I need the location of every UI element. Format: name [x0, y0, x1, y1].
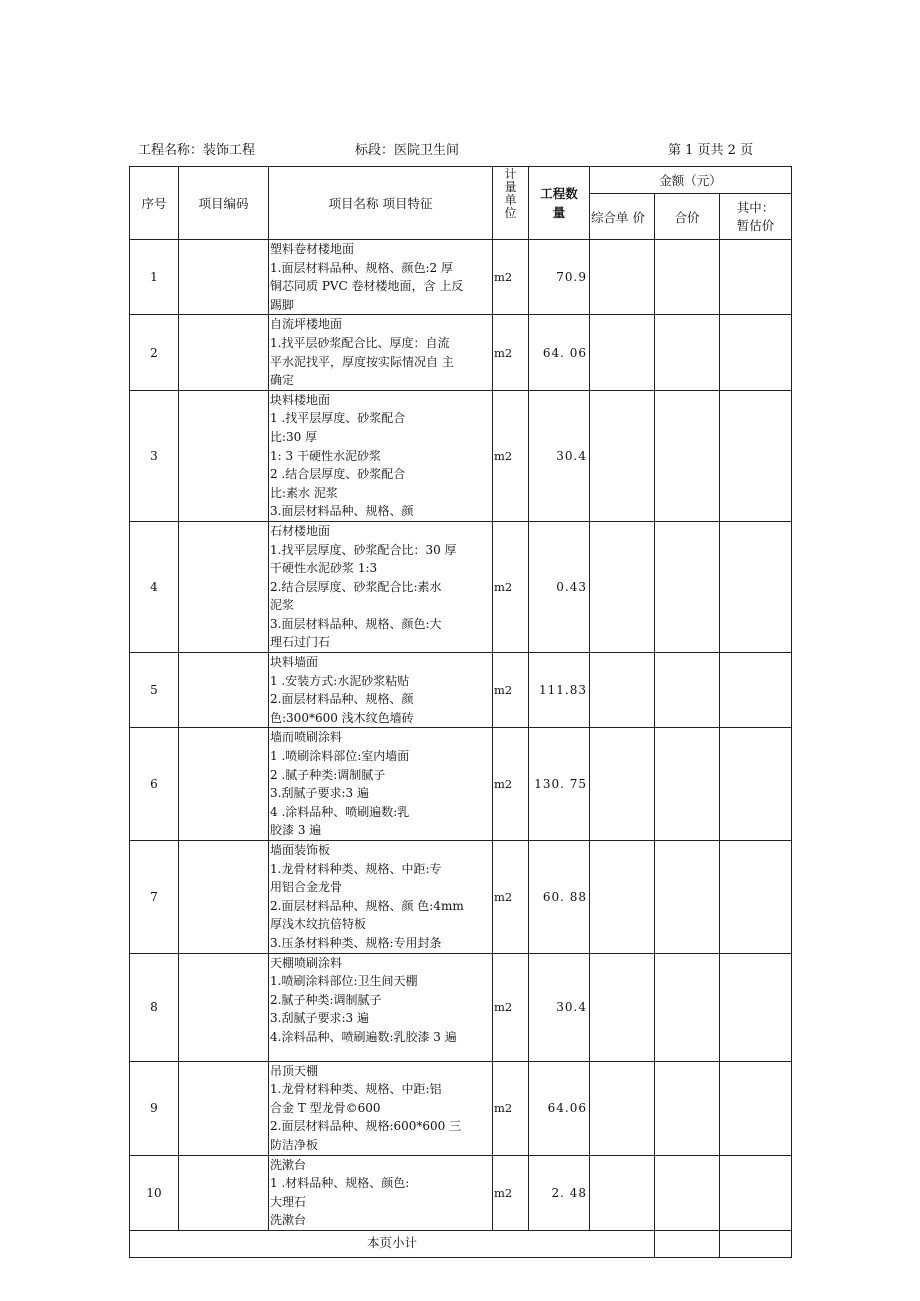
description-line: 洗漱台 [270, 1157, 307, 1172]
table-row [130, 953, 792, 1061]
subtotal-total-cell [655, 1230, 720, 1257]
description-line: 踢脚 [270, 297, 295, 312]
page-indicator: 第 1 页共 2 页 [668, 143, 754, 158]
description-line: 2.面层材料品种、规格:600*600 三 [270, 1119, 462, 1134]
row-unit-price [590, 728, 655, 841]
row-total [655, 240, 720, 315]
description-line: 3.刮腻子要求:3 遍 [270, 786, 369, 801]
description-line: 胶漆 3 遍 [270, 823, 322, 838]
row-unit: m2 [493, 653, 529, 728]
row-provisional [720, 1061, 792, 1155]
row-unit-price [590, 1061, 655, 1155]
description-line: 铜芯同质 PVC 卷材楼地面，含 上反 [270, 279, 464, 294]
row-qty: 64. 06 [529, 315, 590, 390]
table-row [130, 728, 792, 841]
row-qty: 2. 48 [529, 1155, 590, 1230]
row-total [655, 953, 720, 1061]
description-line: 2 .结合层厚度、砂浆配合 [270, 467, 406, 482]
row-code [179, 1061, 269, 1155]
row-qty: 111.83 [529, 653, 590, 728]
row-code [179, 841, 269, 954]
row-qty: 30.4 [529, 953, 590, 1061]
row-code [179, 240, 269, 315]
row-provisional [720, 653, 792, 728]
col-unit-price: 综合单 价 [590, 194, 655, 240]
row-unit: m2 [493, 315, 529, 390]
table-row [130, 1155, 792, 1230]
row-seq: 3 [130, 390, 179, 521]
row-unit: m2 [493, 1061, 529, 1155]
row-unit-price [590, 521, 655, 652]
description-line: 3.刮腻子要求:3 遍 [270, 1011, 369, 1026]
row-total [655, 653, 720, 728]
row-description [269, 521, 493, 652]
description-line: 吊顶天棚 [270, 1063, 319, 1078]
row-description [269, 653, 493, 728]
row-description [269, 728, 493, 841]
description-line: 1.面层材料品种、规格、颜色:2 厚 [270, 260, 453, 275]
qty-header-label: 工程数量 [540, 186, 578, 220]
table-row [130, 390, 792, 521]
description-line: 墙而喷刷涂料 [270, 730, 343, 745]
description-line: 块料楼地面 [270, 392, 331, 407]
row-unit: m2 [493, 240, 529, 315]
description-line: 天棚喷刷涂料 [270, 955, 343, 970]
col-seq: 序号 [130, 167, 179, 240]
row-description [269, 1155, 493, 1230]
description-line: 2.腻子种类:调制腻子 [270, 992, 382, 1007]
row-seq: 8 [130, 953, 179, 1061]
col-amount: 金额（元） [590, 167, 792, 194]
row-description [269, 1061, 493, 1155]
row-unit-price [590, 315, 655, 390]
table-row [130, 1061, 792, 1155]
row-provisional [720, 521, 792, 652]
unit-header-label: 计量单位 [504, 167, 517, 220]
row-seq: 10 [130, 1155, 179, 1230]
row-total [655, 315, 720, 390]
row-unit: m2 [493, 953, 529, 1061]
row-total [655, 390, 720, 521]
row-unit-price [590, 653, 655, 728]
col-qty [529, 167, 590, 240]
description-line: 1 .喷刷涂料部位:室内墙面 [270, 749, 410, 764]
description-line: 洗漱台 [270, 1213, 307, 1228]
description-line: 1 .找平层厚度、砂浆配合 [270, 411, 406, 426]
table-row [130, 653, 792, 728]
table-row [130, 841, 792, 954]
row-seq: 9 [130, 1061, 179, 1155]
row-description [269, 240, 493, 315]
row-seq: 1 [130, 240, 179, 315]
row-code [179, 1155, 269, 1230]
description-line: 理石过门石 [270, 635, 331, 650]
row-description [269, 953, 493, 1061]
subtotal-label: 本页小计 [130, 1230, 655, 1257]
table-row [130, 240, 792, 315]
row-total [655, 1061, 720, 1155]
row-seq: 5 [130, 653, 179, 728]
row-code [179, 315, 269, 390]
description-line: 干硬性水泥砂浆 1:3 [270, 561, 378, 576]
description-line: 平水泥找平，厚度按实际情况自 主 [270, 354, 454, 369]
description-line: 石材楼地面 [270, 523, 331, 538]
row-unit: m2 [493, 1155, 529, 1230]
row-provisional [720, 728, 792, 841]
row-code [179, 390, 269, 521]
row-total [655, 728, 720, 841]
description-line: 用铝合金龙骨 [270, 880, 343, 895]
row-description [269, 841, 493, 954]
row-code [179, 953, 269, 1061]
description-line: 色:300*600 浅木纹色墙砖 [270, 710, 414, 725]
row-seq: 2 [130, 315, 179, 390]
row-total [655, 1155, 720, 1230]
col-provisional-line2: 暂估价 [736, 217, 775, 233]
row-provisional [720, 841, 792, 954]
row-qty: 0.43 [529, 521, 590, 652]
col-provisional-line1: 其中： [736, 199, 775, 215]
project-name: 工程名称：装饰工程 [138, 143, 256, 158]
description-line: 1.龙骨材料种类、规格、中距:铝 [270, 1082, 442, 1097]
description-line: 泥浆 [270, 598, 295, 613]
row-unit: m2 [493, 728, 529, 841]
row-unit: m2 [493, 390, 529, 521]
description-line: 1.龙骨材料种类、规格、中距:专 [270, 861, 442, 876]
section-name: 标段：医院卫生间 [355, 143, 460, 158]
row-seq: 7 [130, 841, 179, 954]
description-line: 确定 [270, 373, 295, 388]
row-unit-price [590, 240, 655, 315]
row-unit-price [590, 390, 655, 521]
description-line: 1.喷刷涂料部位:卫生间天棚 [270, 974, 418, 989]
table-row [130, 521, 792, 652]
description-line: 块料墙面 [270, 655, 319, 670]
description-line: 1.找平层砂浆配合比、厚度：自流 [270, 335, 450, 350]
col-unit [493, 167, 529, 240]
col-code: 项目编码 [179, 167, 269, 240]
col-total: 合价 [655, 194, 720, 240]
description-line: 1: 3 干硬性水泥砂浆 [270, 448, 381, 463]
row-code [179, 653, 269, 728]
row-qty: 30.4 [529, 390, 590, 521]
description-line: 3.压条材料种类、规格:专用封条 [270, 935, 442, 950]
description-line: 大理石 [270, 1194, 307, 1209]
description-line: 塑料卷材楼地面 [270, 242, 355, 256]
row-qty: 130. 75 [529, 728, 590, 841]
description-line: 1.找平层厚度、砂浆配合比：30 厚 [270, 542, 457, 557]
description-line: 2.面层材料品种、规格、颜 [270, 692, 414, 707]
row-description [269, 390, 493, 521]
description-line: 2.面层材料品种、规格、颜 色:4mm [270, 898, 464, 913]
row-provisional [720, 315, 792, 390]
description-line: 3.面层材料品种、规格、颜 [270, 504, 414, 519]
subtotal-provisional-cell [720, 1230, 792, 1257]
row-description [269, 315, 493, 390]
row-unit: m2 [493, 521, 529, 652]
description-line: 合金 T 型龙骨©600 [270, 1100, 381, 1115]
bill-of-quantities-table [129, 166, 792, 1258]
description-line: 1 .材料品种、规格、颜色: [270, 1176, 410, 1191]
description-line: 比:素水 泥浆 [270, 485, 338, 500]
description-line: 防洁净板 [270, 1137, 319, 1152]
description-line: 2 .腻子种类:调制腻子 [270, 767, 386, 782]
description-line: 4.涂料品种、喷刷遍数:乳胶漆 3 遍 [270, 1029, 457, 1044]
row-total [655, 841, 720, 954]
row-qty: 70.9 [529, 240, 590, 315]
description-line: 墙面装饰板 [270, 843, 331, 857]
row-provisional [720, 953, 792, 1061]
col-provisional [720, 194, 792, 240]
row-unit: m2 [493, 841, 529, 954]
description-line: 2.结合层厚度、砂浆配合比:素水 [270, 579, 442, 594]
description-line: 4 .涂料品种、喷刷遍数:乳 [270, 804, 410, 819]
table-row [130, 315, 792, 390]
row-code [179, 521, 269, 652]
row-provisional [720, 390, 792, 521]
row-code [179, 728, 269, 841]
description-line: 自流坪楼地面 [270, 317, 343, 332]
row-provisional [720, 240, 792, 315]
row-unit-price [590, 841, 655, 954]
row-unit-price [590, 953, 655, 1061]
description-line: 1 .安装方式:水泥砂浆粘贴 [270, 673, 410, 688]
col-name: 项目名称 项目特征 [269, 167, 493, 240]
row-provisional [720, 1155, 792, 1230]
row-qty: 64.06 [529, 1061, 590, 1155]
row-seq: 4 [130, 521, 179, 652]
row-qty: 60. 88 [529, 841, 590, 954]
description-line: 厚浅木纹抗倍特板 [270, 917, 367, 932]
description-line: 3.面层材料品种、规格、颜色:大 [270, 616, 442, 631]
row-total [655, 521, 720, 652]
row-seq: 6 [130, 728, 179, 841]
row-unit-price [590, 1155, 655, 1230]
description-line: 比:30 厚 [270, 429, 318, 444]
